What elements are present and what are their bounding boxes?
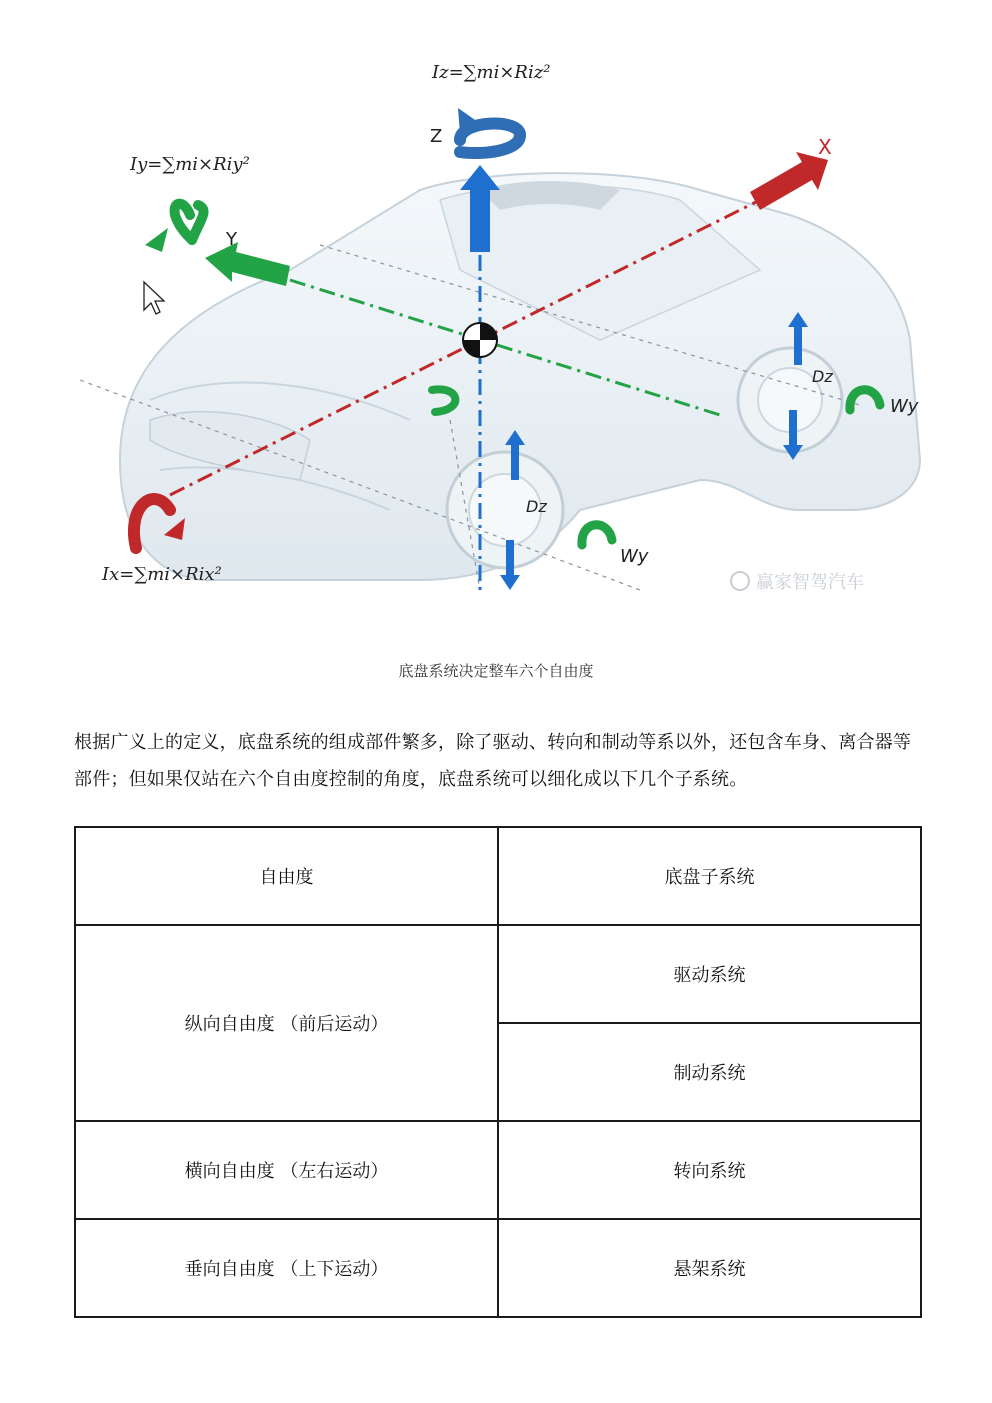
chassis-dof-figure (60, 40, 940, 600)
table-header-row (75, 827, 921, 925)
y-rotation-arrow-icon (145, 204, 204, 252)
z-axis-label: Z (430, 126, 443, 147)
watermark-text: 赢家智驾汽车 (756, 572, 864, 593)
table-row (75, 925, 921, 1023)
front-wy-label: Wy (620, 546, 649, 567)
table-row (75, 1121, 921, 1219)
front-dz-label: Dz (526, 497, 547, 516)
table-row (75, 1219, 921, 1317)
car-axes-illustration (60, 40, 940, 600)
formula-ix: Ix=∑mi×Rix² (102, 564, 222, 585)
header-subsystem: 底盘子系统 (498, 827, 921, 925)
y-axis-label: Y (226, 229, 237, 250)
car-silhouette (120, 173, 920, 580)
subsystem-brake: 制动系统 (498, 1023, 921, 1121)
rear-dz-label: Dz (812, 367, 833, 386)
dof-lateral: 横向自由度 （左右运动） (75, 1121, 498, 1219)
subsystem-steering: 转向系统 (498, 1121, 921, 1219)
figure-caption: 底盘系统决定整车六个自由度 (398, 662, 594, 680)
dof-subsystem-table (74, 826, 922, 1318)
x-axis-label: X (818, 135, 832, 159)
formula-iz: Iz=∑mi×Riz² (432, 62, 551, 83)
dof-vertical: 垂向自由度 （上下运动） (75, 1219, 498, 1317)
body-paragraph: 根据广义上的定义，底盘系统的组成部件繁多，除了驱动、转向和制动等系以外，还包含车身、离合器等部件；但如果仅站在六个自由度控制的角度，底盘系统可以细化成以下几个子系统。 (74, 732, 912, 790)
header-dof: 自由度 (75, 827, 498, 925)
rear-wy-label: Wy (890, 396, 919, 417)
front-wheel-wy-rotation-icon (582, 525, 612, 545)
mouse-cursor-icon (144, 282, 164, 314)
center-of-gravity-icon (463, 323, 497, 357)
formula-iy: Iy=∑mi×Riy² (130, 154, 250, 175)
z-rotation-arrow-icon (458, 108, 520, 153)
subsystem-suspension: 悬架系统 (498, 1219, 921, 1317)
watermark (731, 572, 864, 593)
dof-longitudinal: 纵向自由度 （前后运动） (75, 925, 498, 1121)
subsystem-drive: 驱动系统 (498, 925, 921, 1023)
